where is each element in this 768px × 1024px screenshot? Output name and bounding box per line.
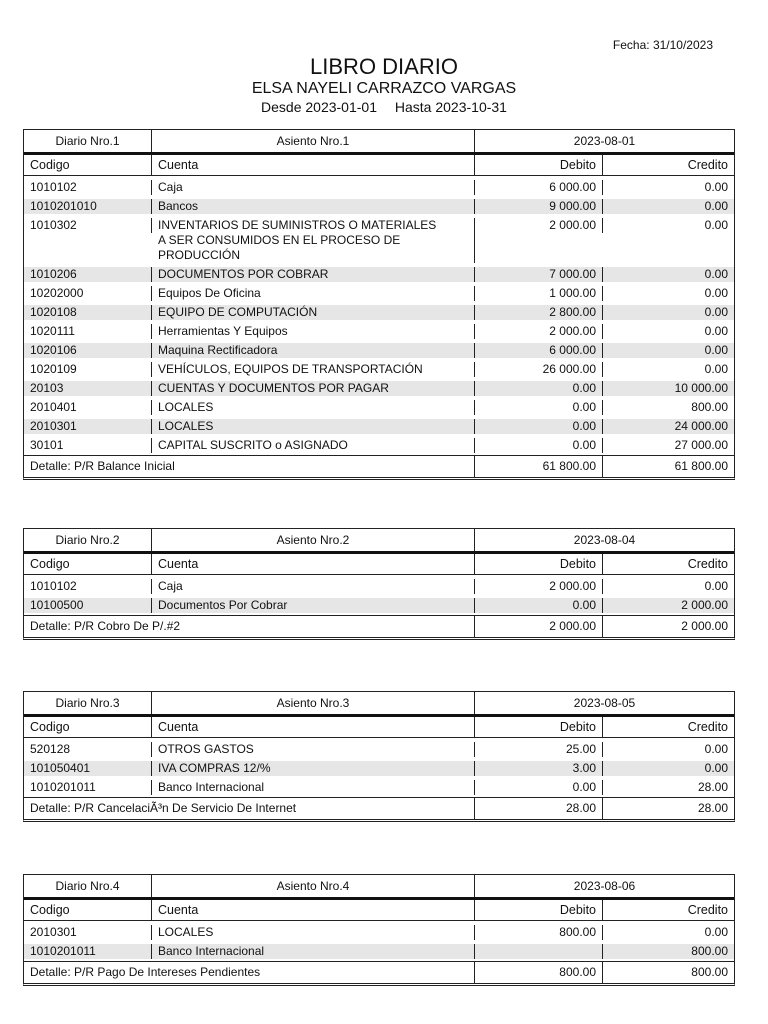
- total-credito: 800.00: [691, 965, 728, 979]
- table-row: [24, 740, 734, 759]
- row-credito: 0.00: [704, 286, 728, 300]
- row-debito: 800.00: [475, 925, 603, 940]
- row-credito: 0.00: [603, 199, 734, 214]
- row-cuenta: IVA COMPRAS 12/%: [152, 761, 475, 776]
- row-codigo: 20103: [24, 381, 152, 396]
- row-debito: 1 000.00: [475, 286, 603, 301]
- row-debito: 6 000.00: [475, 343, 603, 358]
- table-row: [24, 197, 734, 216]
- date-range: [0, 98, 768, 116]
- row-codigo: 1020109: [24, 362, 152, 377]
- row-codigo: 520128: [24, 742, 152, 757]
- total-debito: 28.00: [475, 798, 603, 819]
- row-cuenta: Banco Internacional: [152, 780, 475, 795]
- diario-header: [24, 529, 734, 554]
- row-credito: 0.00: [603, 761, 734, 776]
- column-debito: Debito: [475, 155, 603, 175]
- row-debito: 6 000.00: [475, 180, 603, 195]
- column-codigo: Codigo: [24, 900, 152, 920]
- detalle-text: Detalle: P/R Balance Inicial: [24, 456, 475, 477]
- row-codigo: 10100500: [24, 598, 152, 613]
- row-credito: 27 000.00: [674, 438, 728, 452]
- diario-table: [23, 874, 735, 986]
- row-credito: 0.00: [704, 579, 728, 593]
- table-row: [24, 577, 734, 596]
- total-debito: 800.00: [475, 962, 603, 983]
- row-debito: [475, 944, 603, 959]
- table-row: [24, 216, 734, 265]
- row-cuenta: CUENTAS Y DOCUMENTOS POR PAGAR: [152, 381, 475, 396]
- hasta-label: Hasta 2023-10-31: [394, 99, 507, 115]
- column-codigo: Codigo: [24, 155, 152, 175]
- row-debito: 25.00: [475, 742, 603, 757]
- row-cuenta: Equipos De Oficina: [152, 286, 475, 301]
- row-credito: 0.00: [603, 343, 734, 358]
- row-codigo: 2010301: [24, 419, 152, 434]
- row-codigo: 1010102: [24, 180, 152, 195]
- row-debito: 0.00: [475, 381, 603, 396]
- row-credito: 0.00: [603, 305, 734, 320]
- diario-header: [24, 875, 734, 900]
- column-cuenta: Cuenta: [152, 155, 475, 175]
- column-codigo: Codigo: [24, 554, 152, 574]
- row-debito: 7 000.00: [475, 267, 603, 282]
- table-row: [24, 942, 734, 961]
- column-cuenta: Cuenta: [152, 900, 475, 920]
- row-debito: 2 000.00: [475, 218, 603, 233]
- diario-header: [24, 692, 734, 717]
- row-credito: 0.00: [704, 180, 728, 194]
- column-codigo: Codigo: [24, 717, 152, 737]
- detalle-text: Detalle: P/R Cobro De P/.#2: [24, 616, 475, 637]
- fecha-label: Fecha: 31/10/2023: [612, 38, 713, 52]
- diario-table: [23, 129, 735, 480]
- detalle-row: [24, 615, 734, 637]
- row-cuenta: OTROS GASTOS: [152, 742, 475, 757]
- row-credito: 0.00: [704, 324, 728, 338]
- row-debito: 0.00: [475, 438, 603, 453]
- row-credito: 0.00: [704, 218, 728, 232]
- total-credito: 2 000.00: [681, 619, 728, 633]
- diario-header: [24, 130, 734, 155]
- table-row: [24, 178, 734, 197]
- row-credito: 24 000.00: [603, 419, 734, 434]
- desde-label: Desde 2023-01-01: [261, 99, 377, 115]
- row-cuenta: DOCUMENTOS POR COBRAR: [152, 267, 475, 282]
- table-row: [24, 360, 734, 379]
- row-debito: 0.00: [475, 419, 603, 434]
- table-row: [24, 341, 734, 360]
- row-cuenta: Maquina Rectificadora: [152, 343, 475, 358]
- row-codigo: 2010401: [24, 400, 152, 415]
- row-debito: 0.00: [475, 598, 603, 613]
- asiento-number: Asiento Nro.3: [152, 692, 475, 714]
- detalle-text: Detalle: P/R CancelaciÃ³n De Servicio De Internet: [24, 798, 475, 819]
- asiento-date: 2023-08-05: [573, 696, 636, 710]
- asiento-number: Asiento Nro.4: [152, 875, 475, 897]
- row-cuenta: Herramientas Y Equipos: [152, 324, 475, 339]
- column-debito: Debito: [475, 900, 603, 920]
- asiento-date: 2023-08-06: [573, 879, 636, 893]
- row-cuenta: Caja: [152, 579, 475, 594]
- table-row: [24, 303, 734, 322]
- table-row: [24, 398, 734, 417]
- table-row: [24, 417, 734, 436]
- row-credito: 0.00: [704, 362, 728, 376]
- row-credito: 10 000.00: [603, 381, 734, 396]
- row-codigo: 1010201011: [24, 780, 152, 795]
- diario-number: Diario Nro.1: [24, 130, 152, 152]
- asiento-number: Asiento Nro.1: [152, 130, 475, 152]
- row-cuenta: LOCALES: [152, 400, 475, 415]
- table-row: [24, 923, 734, 942]
- table-row: [24, 284, 734, 303]
- row-cuenta: VEHÍCULOS, EQUIPOS DE TRANSPORTACIÓN: [152, 362, 475, 377]
- row-codigo: 1010201011: [24, 944, 152, 959]
- row-credito: 800.00: [603, 944, 734, 959]
- row-codigo: 1020106: [24, 343, 152, 358]
- diario-table: [23, 528, 735, 640]
- row-codigo: 2010301: [24, 925, 152, 940]
- total-debito: 61 800.00: [475, 456, 603, 477]
- row-credito: 0.00: [603, 267, 734, 282]
- detalle-row: [24, 961, 734, 983]
- row-credito: 2 000.00: [603, 598, 734, 613]
- column-debito: Debito: [475, 554, 603, 574]
- total-credito: 61 800.00: [674, 459, 728, 473]
- company-name: ELSA NAYELI CARRAZCO VARGAS: [251, 80, 517, 97]
- column-header-row: [24, 717, 734, 738]
- row-cuenta: EQUIPO DE COMPUTACIÓN: [152, 305, 475, 320]
- row-codigo: 30101: [24, 438, 152, 453]
- row-debito: 2 800.00: [475, 305, 603, 320]
- column-credito: Credito: [687, 720, 728, 734]
- row-debito: 26 000.00: [475, 362, 603, 377]
- row-cuenta: Documentos Por Cobrar: [152, 598, 475, 613]
- row-debito: 3.00: [475, 761, 603, 776]
- table-row: [24, 778, 734, 797]
- row-codigo: 1010206: [24, 267, 152, 282]
- total-credito: 28.00: [697, 801, 728, 815]
- table-row: [24, 322, 734, 341]
- table-row: [24, 379, 734, 398]
- column-header-row: [24, 554, 734, 575]
- row-cuenta: Caja: [152, 180, 475, 195]
- table-row: [24, 759, 734, 778]
- row-debito: 9 000.00: [475, 199, 603, 214]
- asiento-date: 2023-08-01: [573, 134, 636, 148]
- column-header-row: [24, 900, 734, 921]
- detalle-row: [24, 455, 734, 477]
- row-codigo: 1020108: [24, 305, 152, 320]
- row-cuenta: INVENTARIOS DE SUMINISTROS O MATERIALES A SER CONSUMIDOS EN EL PROCESO DE PRODUCCIÓN: [152, 218, 475, 263]
- row-codigo: 10202000: [24, 286, 152, 301]
- column-header-row: [24, 155, 734, 176]
- row-codigo: 1010201010: [24, 199, 152, 214]
- row-debito: 2 000.00: [475, 324, 603, 339]
- detalle-text: Detalle: P/R Pago De Intereses Pendientes: [24, 962, 475, 983]
- table-row: [24, 436, 734, 455]
- asiento-number: Asiento Nro.2: [152, 529, 475, 551]
- diario-number: Diario Nro.2: [24, 529, 152, 551]
- total-debito: 2 000.00: [475, 616, 603, 637]
- column-debito: Debito: [475, 717, 603, 737]
- page-title: LIBRO DIARIO: [310, 54, 458, 79]
- row-codigo: 101050401: [24, 761, 152, 776]
- row-codigo: 1010302: [24, 218, 152, 233]
- column-cuenta: Cuenta: [152, 717, 475, 737]
- row-credito: 28.00: [697, 780, 728, 794]
- row-cuenta: Banco Internacional: [152, 944, 475, 959]
- row-debito: 0.00: [475, 780, 603, 795]
- row-debito: 0.00: [475, 400, 603, 415]
- column-credito: Credito: [687, 158, 728, 172]
- row-codigo: 1020111: [24, 324, 152, 339]
- row-credito: 0.00: [704, 742, 728, 756]
- diario-table: [23, 691, 735, 822]
- table-row: [24, 596, 734, 615]
- column-cuenta: Cuenta: [152, 554, 475, 574]
- detalle-row: [24, 797, 734, 819]
- row-cuenta: LOCALES: [152, 925, 475, 940]
- column-credito: Credito: [687, 557, 728, 571]
- row-credito: 800.00: [691, 400, 728, 414]
- asiento-date: 2023-08-04: [573, 533, 636, 547]
- row-credito: 0.00: [704, 925, 728, 939]
- row-debito: 2 000.00: [475, 579, 603, 594]
- row-cuenta: Bancos: [152, 199, 475, 214]
- row-cuenta: LOCALES: [152, 419, 475, 434]
- column-credito: Credito: [687, 903, 728, 917]
- row-cuenta: CAPITAL SUSCRITO o ASIGNADO: [152, 438, 475, 453]
- row-codigo: 1010102: [24, 579, 152, 594]
- diario-number: Diario Nro.4: [24, 875, 152, 897]
- diario-number: Diario Nro.3: [24, 692, 152, 714]
- table-row: [24, 265, 734, 284]
